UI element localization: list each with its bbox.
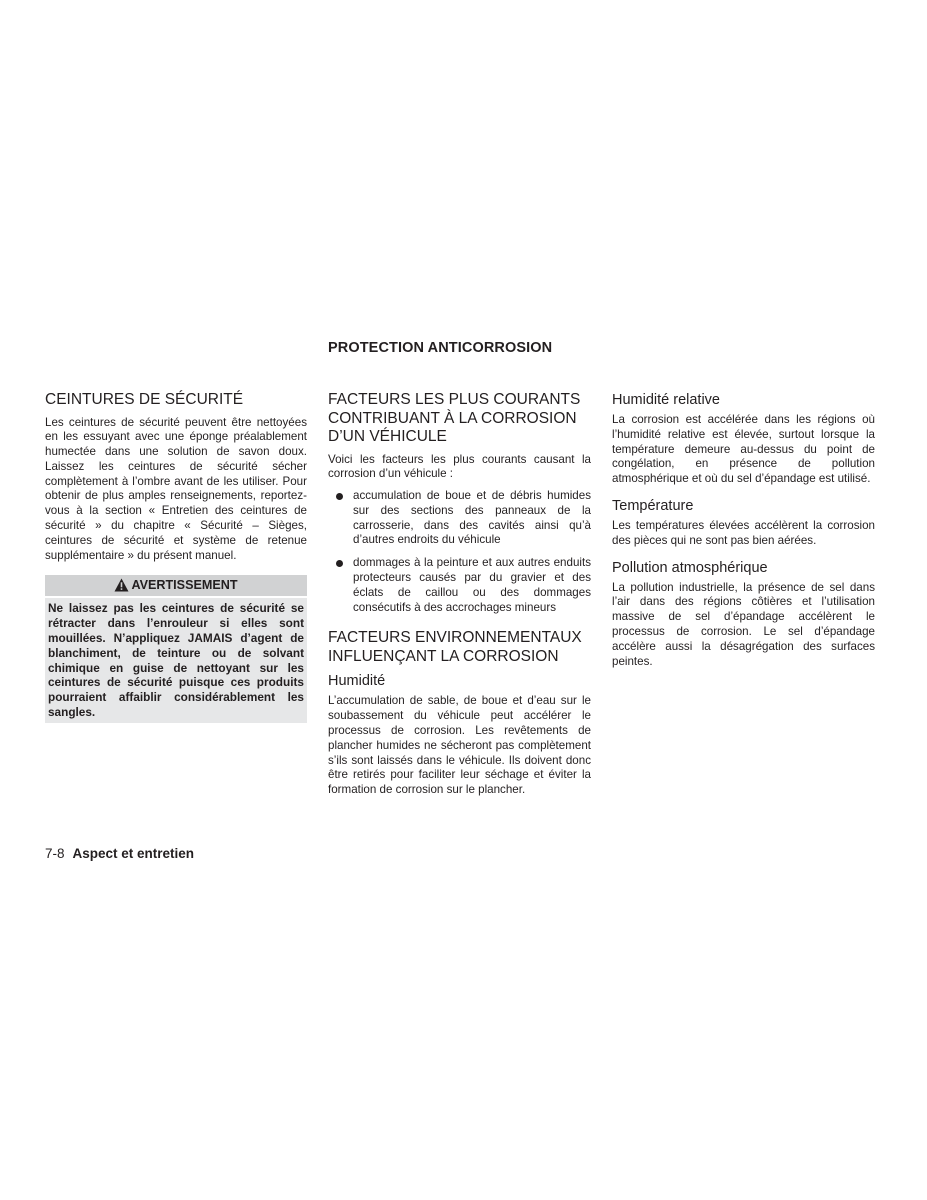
warning-title-bar: [45, 575, 307, 596]
common-factors-intro: Voici les facteurs les plus courants causant la corrosion d’un véhicule :: [328, 452, 591, 481]
warning-body: Ne laissez pas les ceintures de sécurité se rétracter dans l’enrouleur si elles sont mouillées. N’appliquez JAMAIS d’agent de blanchiment, de teinture ou de solvant chimique en guise de nettoyant sur les ceintures de sécurité puisque ces produits pourraient affaiblir considérablement les sangles.: [45, 596, 307, 722]
column-right: [612, 391, 875, 676]
temperature-paragraph: Les températures élevées accélèrent la corrosion des pièces qui ne sont pas bien aérées.: [612, 518, 875, 547]
seatbelts-paragraph: Les ceintures de sécurité peuvent être nettoyées en les essuyant avec une éponge préalablement humectée dans une solution de savon doux. Laissez les ceintures de sécurité sécher complètement à l’ombre avant de les utiliser. Pour obtenir de plus amples renseignements, reportez-vous à la section « Entretien des ceintures de sécurité » du chapitre « Sécurité – Sièges, ceintures de sécurité et système de retenue supplémentaire » du présent manuel.: [45, 415, 307, 562]
warning-box: [45, 575, 307, 722]
bullet-icon: [336, 560, 343, 567]
air-pollution-paragraph: La pollution industrielle, la présence de sel dans l’air dans des régions côtières et l’utilisation massive de sel d’épandage accélèrent le processus de corrosion. Le sel d’épandage accélère aussi la désagrégation des surfaces peintes.: [612, 580, 875, 668]
humidity-heading: Humidité: [328, 673, 386, 690]
seatbelts-heading: CEINTURES DE SÉCURITÉ: [45, 391, 244, 408]
relative-humidity-paragraph: La corrosion est accélérée dans les régions où l’humidité relative est élevée, surtout lorsque la température demeure au-dessus du point de congélation, en présence de pollution atmosphérique et où du sel d’épandage est utilisé.: [612, 413, 875, 486]
page-title: PROTECTION ANTICORROSION: [328, 340, 553, 356]
column-left: [45, 391, 307, 723]
page-number: 7-8: [45, 846, 65, 861]
temperature-heading: Température: [612, 497, 694, 514]
warning-triangle-icon: [114, 578, 129, 592]
list-item: [328, 489, 591, 548]
warning-title: AVERTISSEMENT: [131, 578, 238, 593]
list-item-text: accumulation de boue et de débris humides sur des sections des panneaux de la carrosserie, dans des cavités ainsi qu’à d’autres endroits du véhicule: [353, 489, 591, 547]
air-pollution-heading: Pollution atmosphérique: [612, 559, 768, 576]
environmental-factors-heading: FACTEURS ENVIRONNEMENTAUX INFLUENÇANT LA CORROSION: [328, 629, 582, 665]
list-item-text: dommages à la peinture et aux autres enduits protecteurs causés par du gravier et des éclats de caillou ou des dommages consécutifs à des accrochages mineurs: [353, 556, 591, 614]
list-item: [328, 556, 591, 615]
factors-list: [328, 489, 591, 615]
column-middle: [328, 391, 591, 805]
common-factors-heading: FACTEURS LES PLUS COURANTS CONTRIBUANT À LA CORROSION D’UN VÉHICULE: [328, 391, 581, 445]
page-footer: [45, 846, 194, 861]
humidity-paragraph: L’accumulation de sable, de boue et d’eau sur le soubassement du véhicule peut accélérer le processus de corrosion. Les revêtements de plancher humides ne sécheront pas complètement s’ils sont laissés dans le véhicule. Ils doivent donc être retirés pour faciliter leur séchage et éviter la formation de corrosion sur le plancher.: [328, 694, 591, 797]
bullet-icon: [336, 493, 343, 500]
relative-humidity-heading: Humidité relative: [612, 392, 720, 408]
section-name: Aspect et entretien: [72, 846, 195, 861]
